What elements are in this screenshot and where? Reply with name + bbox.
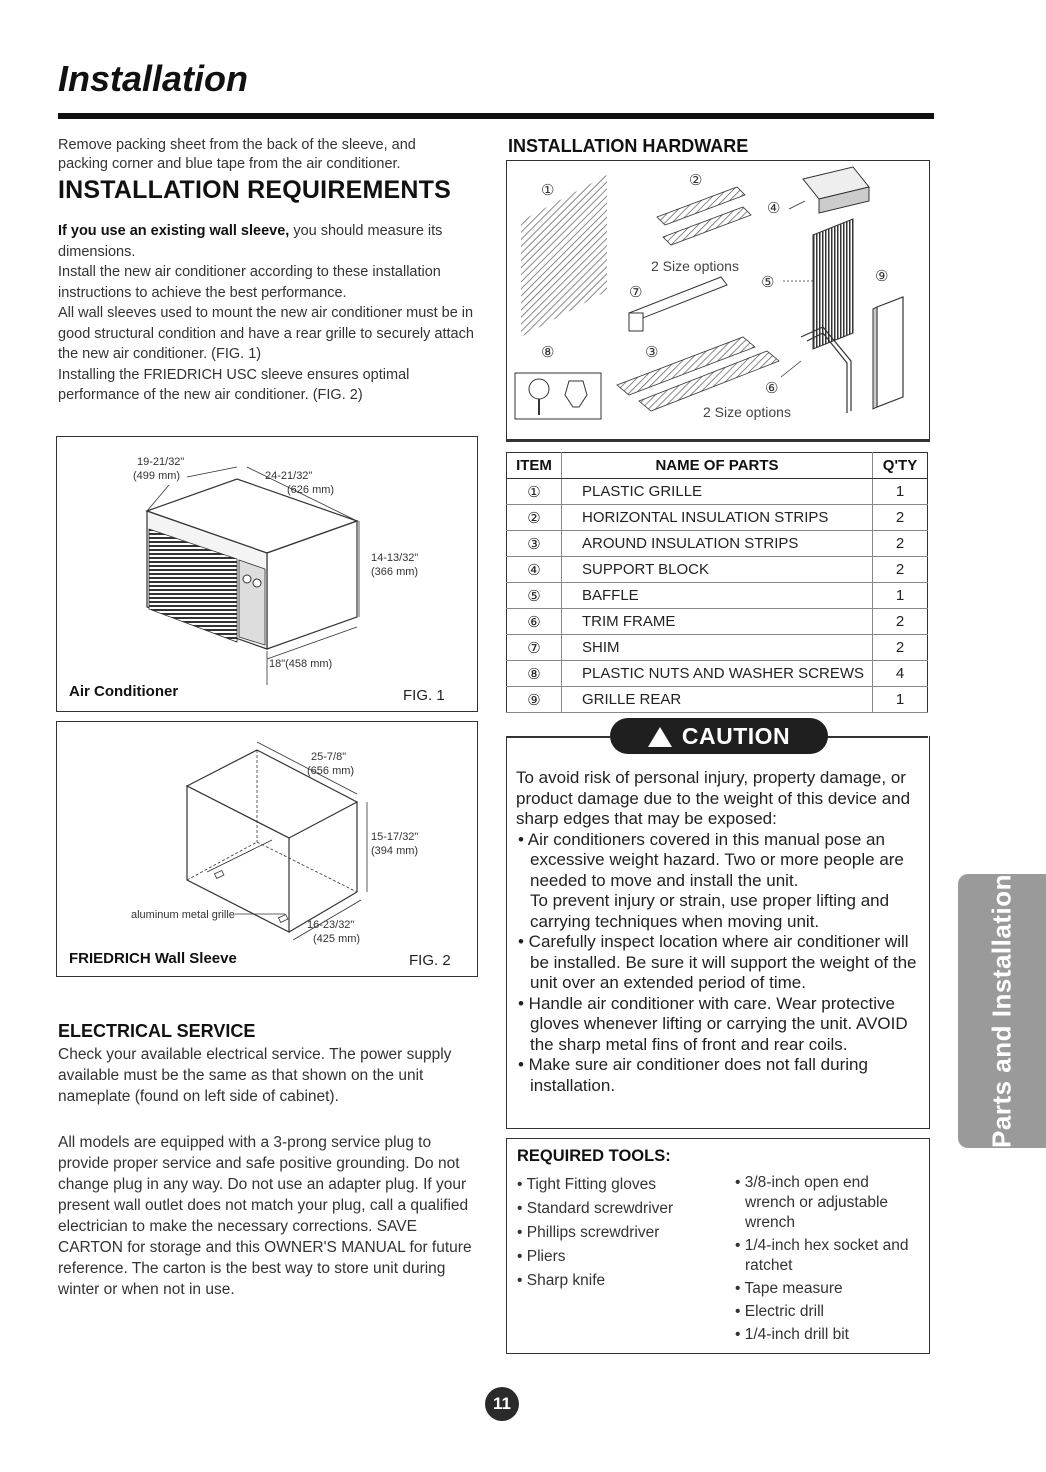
part-quantity: 2	[873, 505, 928, 531]
warning-icon	[648, 727, 672, 747]
part-item-number: ⑨	[507, 687, 562, 713]
part-item-number: ③	[507, 531, 562, 557]
requirements-lead-rest: you should measure its dimensions.	[58, 223, 443, 260]
tool-item: • Standard screwdriver	[517, 1200, 674, 1217]
required-tools-box	[506, 1138, 930, 1354]
figure-1-air-conditioner	[56, 436, 478, 712]
caution-bullet-2: • Carefully inspect location where air conditioner will be installed. Be sure it will support the weight of the unit over an extended period of time.	[518, 932, 917, 992]
section-side-tab	[958, 874, 1046, 1148]
hardware-illustration-box	[506, 160, 930, 442]
requirements-p4: Installing the FRIEDRICH USC sleeve ensures optimal performance of the new air conditioner. (FIG. 2)	[58, 366, 410, 403]
fig1-dim-width-mm: (499 mm)	[133, 470, 181, 482]
tool-item: • Sharp knife	[517, 1272, 606, 1289]
caution-bullet-4: • Make sure air conditioner does not fall during installation.	[518, 1055, 868, 1095]
header-name: NAME OF PARTS	[562, 453, 873, 479]
part-name: PLASTIC NUTS AND WASHER SCREWS	[562, 661, 873, 687]
parts-table-row	[507, 479, 928, 505]
fig1-dim-depth-mm: (626 mm)	[287, 484, 335, 496]
fig2-dim-depth: 25-7/8"	[311, 751, 347, 763]
parts-table-row	[507, 531, 928, 557]
fig2-dim-height: 15-17/32"	[371, 831, 419, 843]
tool-item: • Tape measure	[735, 1280, 843, 1297]
tool-item: • 1/4-inch hex socket and ratchet	[735, 1237, 909, 1274]
callout-9: ⑨	[875, 268, 889, 285]
required-tools-heading: REQUIRED TOOLS:	[517, 1147, 671, 1165]
caution-banner	[610, 718, 828, 754]
part-quantity: 4	[873, 661, 928, 687]
caution-text	[516, 768, 920, 1096]
wall-sleeve-illustration	[57, 722, 477, 976]
tools-list-left	[517, 1173, 727, 1293]
fig1-dim-height: 14-13/32"	[371, 552, 419, 564]
callout-2: ②	[689, 172, 703, 189]
part-item-number: ②	[507, 505, 562, 531]
part-item-number: ④	[507, 557, 562, 583]
air-conditioner-illustration	[57, 437, 477, 711]
caution-bullet-1	[516, 830, 920, 933]
size-options-label-2: 2 Size options	[703, 404, 791, 420]
electrical-p2: All models are equipped with a 3-prong service plug to provide proper service and safe positive grounding. Do not change plug in any way. Do not use an adapter plug. If your present wall outlet does not match your plug, call a qualified electrician to make the necessary corrections. SAVE CARTON for storage and this OWNER'S MANUAL for future reference. The carton is the best way to store unit during winter or when not in use.	[58, 1134, 472, 1298]
caution-intro: To avoid risk of personal injury, property damage, or product damage due to the weight of this device and sharp edges that may be exposed:	[516, 768, 911, 828]
tool-item: • Phillips screwdriver	[517, 1224, 660, 1241]
figure-2-wall-sleeve	[56, 721, 478, 977]
caution-bullet-3: • Handle air conditioner with care. Wear protective gloves whenever lifting or carrying the unit. AVOID the sharp metal fins of front and rear coils.	[518, 993, 908, 1054]
requirements-lead-bold: If you use an existing wall sleeve,	[58, 223, 290, 239]
callout-5: ⑤	[761, 274, 775, 291]
part-name: PLASTIC GRILLE	[562, 479, 873, 505]
parts-table-row	[507, 505, 928, 531]
page-number: 11	[485, 1387, 519, 1421]
part-name: SUPPORT BLOCK	[562, 557, 873, 583]
callout-7: ⑦	[629, 284, 643, 301]
part-name: BAFFLE	[562, 583, 873, 609]
part-item-number: ⑤	[507, 583, 562, 609]
parts-table-row	[507, 609, 928, 635]
callout-3: ③	[645, 344, 659, 361]
fig2-dim-height-mm: (394 mm)	[371, 845, 419, 857]
requirements-p2: Install the new air conditioner according to these installation instructions to achieve the best performance.	[58, 264, 441, 301]
part-quantity: 2	[873, 635, 928, 661]
caution-bullet-1-text: • Air conditioners covered in this manual pose an excessive weight hazard. Two or more people are needed to move and install the unit.	[518, 829, 904, 890]
fig2-number: FIG. 2	[409, 952, 451, 969]
tool-item: • Tight Fitting gloves	[517, 1176, 656, 1193]
callout-4: ④	[767, 200, 781, 217]
tool-item: • 3/8-inch open end wrench or adjustable wrench	[735, 1174, 889, 1231]
fig2-caption: FRIEDRICH Wall Sleeve	[69, 950, 237, 967]
fig2-dim-width: 16-23/32"	[307, 919, 355, 931]
title-rule	[58, 113, 934, 119]
parts-table-row	[507, 635, 928, 661]
fig1-dim-width: 19-21/32"	[137, 456, 185, 468]
part-name: AROUND INSULATION STRIPS	[562, 531, 873, 557]
caution-top-right-rule	[826, 736, 928, 738]
fig1-dim-bottom: 18"(458 mm)	[269, 658, 333, 670]
callout-1: ①	[541, 182, 555, 199]
fig2-grille-label: aluminum metal grille	[131, 909, 235, 921]
installation-requirements-heading: INSTALLATION REQUIREMENTS	[58, 176, 451, 204]
part-quantity: 2	[873, 609, 928, 635]
tool-item: • 1/4-inch drill bit	[735, 1326, 849, 1343]
page-title: Installation	[58, 58, 249, 99]
fig1-caption: Air Conditioner	[69, 683, 179, 700]
fig1-dim-height-mm: (366 mm)	[371, 566, 419, 578]
header-item: ITEM	[507, 453, 562, 479]
part-name: HORIZONTAL INSULATION STRIPS	[562, 505, 873, 531]
part-quantity: 1	[873, 583, 928, 609]
caution-label: CAUTION	[681, 723, 791, 749]
tool-item: • Pliers	[517, 1248, 566, 1265]
fig1-number: FIG. 1	[403, 687, 445, 704]
parts-table-row	[507, 661, 928, 687]
caution-bullet-1b: To prevent injury or strain, use proper lifting and carrying techniques when moving unit.	[530, 891, 890, 931]
requirements-p3: All wall sleeves used to mount the new air conditioner must be in good structural condition and have a rear grille to securely attach the new air conditioner. (FIG. 1)	[58, 305, 474, 362]
size-options-label-1: 2 Size options	[651, 258, 739, 274]
part-quantity: 1	[873, 687, 928, 713]
fig2-dim-depth-mm: (656 mm)	[307, 765, 355, 777]
header-qty: Q'TY	[873, 453, 928, 479]
part-item-number: ⑦	[507, 635, 562, 661]
parts-table-row	[507, 583, 928, 609]
part-quantity: 2	[873, 531, 928, 557]
requirements-lead	[58, 221, 478, 262]
parts-table-body	[507, 479, 928, 713]
part-quantity: 2	[873, 557, 928, 583]
parts-table	[506, 452, 928, 713]
tools-list-right	[735, 1173, 921, 1348]
callout-8: ⑧	[541, 344, 555, 361]
fig1-dim-depth: 24-21/32"	[265, 470, 313, 482]
parts-table-header	[507, 453, 928, 479]
callout-6: ⑥	[765, 380, 779, 397]
hardware-illustration	[507, 161, 929, 439]
part-item-number: ①	[507, 479, 562, 505]
parts-table-row	[507, 557, 928, 583]
installation-hardware-heading: INSTALLATION HARDWARE	[508, 136, 749, 156]
side-tab-label: Parts and Installation	[986, 874, 1017, 1148]
fig2-dim-width-mm: (425 mm)	[313, 933, 361, 945]
part-name: SHIM	[562, 635, 873, 661]
part-name: TRIM FRAME	[562, 609, 873, 635]
electrical-service-heading: ELECTRICAL SERVICE	[58, 1021, 256, 1041]
parts-table-row	[507, 687, 928, 713]
part-name: GRILLE REAR	[562, 687, 873, 713]
tool-item: • Electric drill	[735, 1303, 824, 1320]
part-item-number: ⑧	[507, 661, 562, 687]
electrical-p1: Check your available electrical service. The power supply available must be the same as that shown on the unit nameplate (found on left side of cabinet).	[58, 1046, 452, 1105]
caution-top-left-rule	[506, 736, 610, 738]
part-item-number: ⑥	[507, 609, 562, 635]
intro-text: Remove packing sheet from the back of the sleeve, and packing corner and blue tape from the air conditioner.	[58, 137, 416, 172]
requirements-body	[58, 221, 478, 406]
caution-list	[516, 830, 920, 1097]
part-quantity: 1	[873, 479, 928, 505]
